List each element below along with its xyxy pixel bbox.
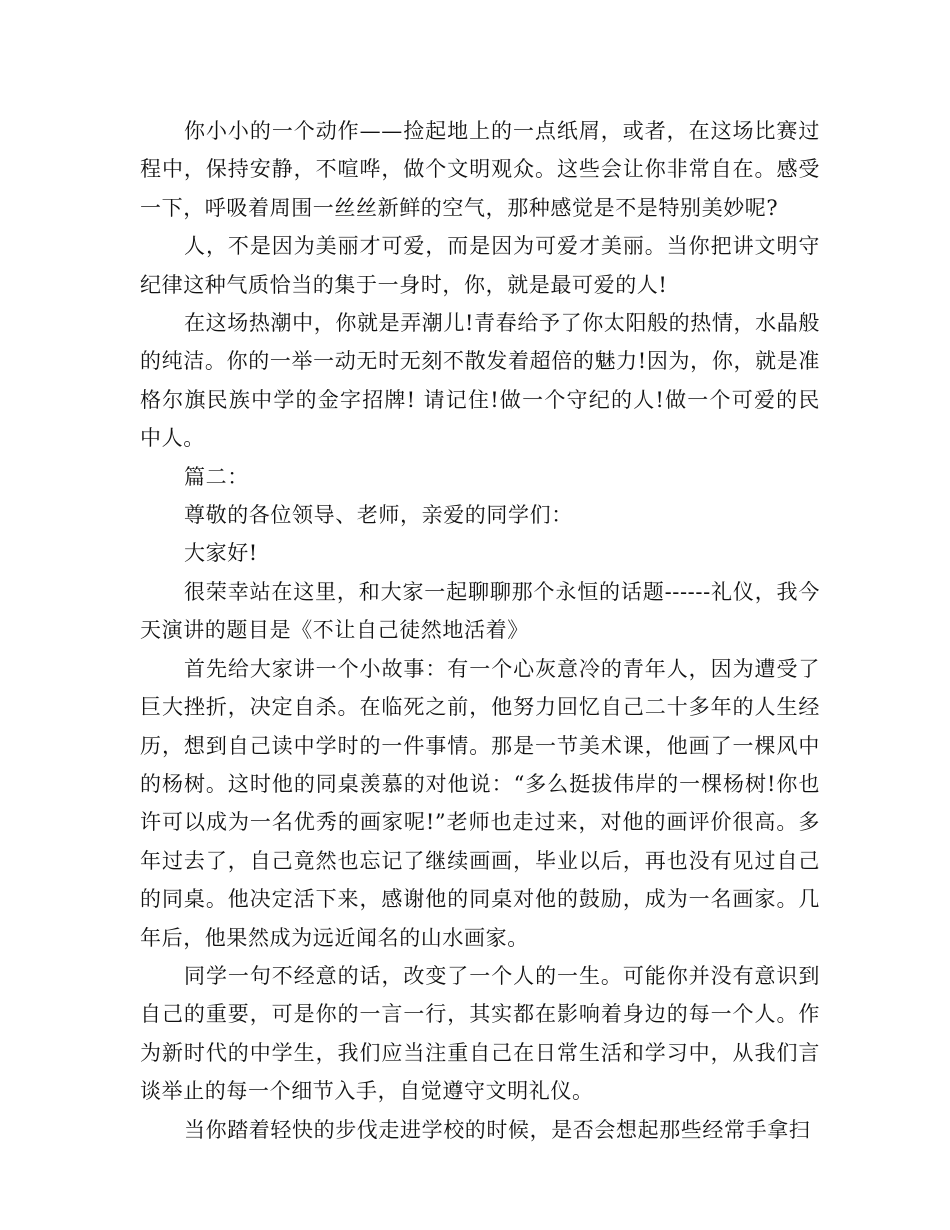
paragraph-7: 很荣幸站在这里，和大家一起聊聊那个永恒的话题------礼仪，我今天演讲的题目是《不让自己徒然地活着》 bbox=[140, 579, 820, 643]
paragraph-3: 在这场热潮中，你就是弄潮儿!青春给予了你太阳般的热情，水晶般的纯洁。你的一举一动无时无刻不散发着超倍的魅力!因为，你，就是准格尔旗民族中学的金字招牌! 请记住!做一个守纪的人!做一个可爱的民中人。 bbox=[140, 311, 820, 451]
paragraph-2: 人，不是因为美丽才可爱，而是因为可爱才美丽。当你把讲文明守纪律这种气质恰当的集于一身时，你，就是最可爱的人! bbox=[140, 234, 820, 297]
paragraph-8: 首先给大家讲一个小故事：有一个心灰意冷的青年人，因为遭受了巨大挫折，决定自杀。在临死之前，他努力回忆自己二十多年的人生经历，想到自己读中学时的一件事情。那是一节美术课，他画了一棵风中的杨树。这时他的同桌羡慕的对他说：“多么挺拔伟岸的一棵杨树!你也许可以成为一名优秀的画家呢!”老师也走过来，对他的画评价很高。多年过去了，自己竟然也忘记了继续画画，毕业以后，再也没有见过自己的同桌。他决定活下来，感谢他的同桌对他的鼓励，成为一名画家。几年后，他果然成为远近闻名的山水画家。 bbox=[140, 656, 820, 950]
paragraph-10: 当你踏着轻快的步伐走进学校的时候，是否会想起那些经常手拿扫 bbox=[184, 1117, 811, 1142]
document-body bbox=[140, 112, 820, 1149]
section-heading: 篇二： bbox=[184, 464, 249, 489]
paragraph-9: 同学一句不经意的话，改变了一个人的一生。可能你并没有意识到自己的重要，可是你的一言一行，其实都在影响着身边的每一个人。作为新时代的中学生，我们应当注重自己在日常生活和学习中，从我们言谈举止的每一个细节入手，自觉遵守文明礼仪。 bbox=[140, 963, 820, 1104]
greeting: 大家好! bbox=[184, 541, 258, 566]
paragraph-1: 你小小的一个动作——捡起地上的一点纸屑，或者，在这场比赛过程中，保持安静，不喧哗，做个文明观众。这些会让你非常自在。感受一下，呼吸着周围一丝丝新鲜的空气，那种感觉是不是特别美妙呢? bbox=[140, 119, 820, 220]
salutation: 尊敬的各位领导、老师，亲爱的同学们： bbox=[184, 503, 573, 528]
